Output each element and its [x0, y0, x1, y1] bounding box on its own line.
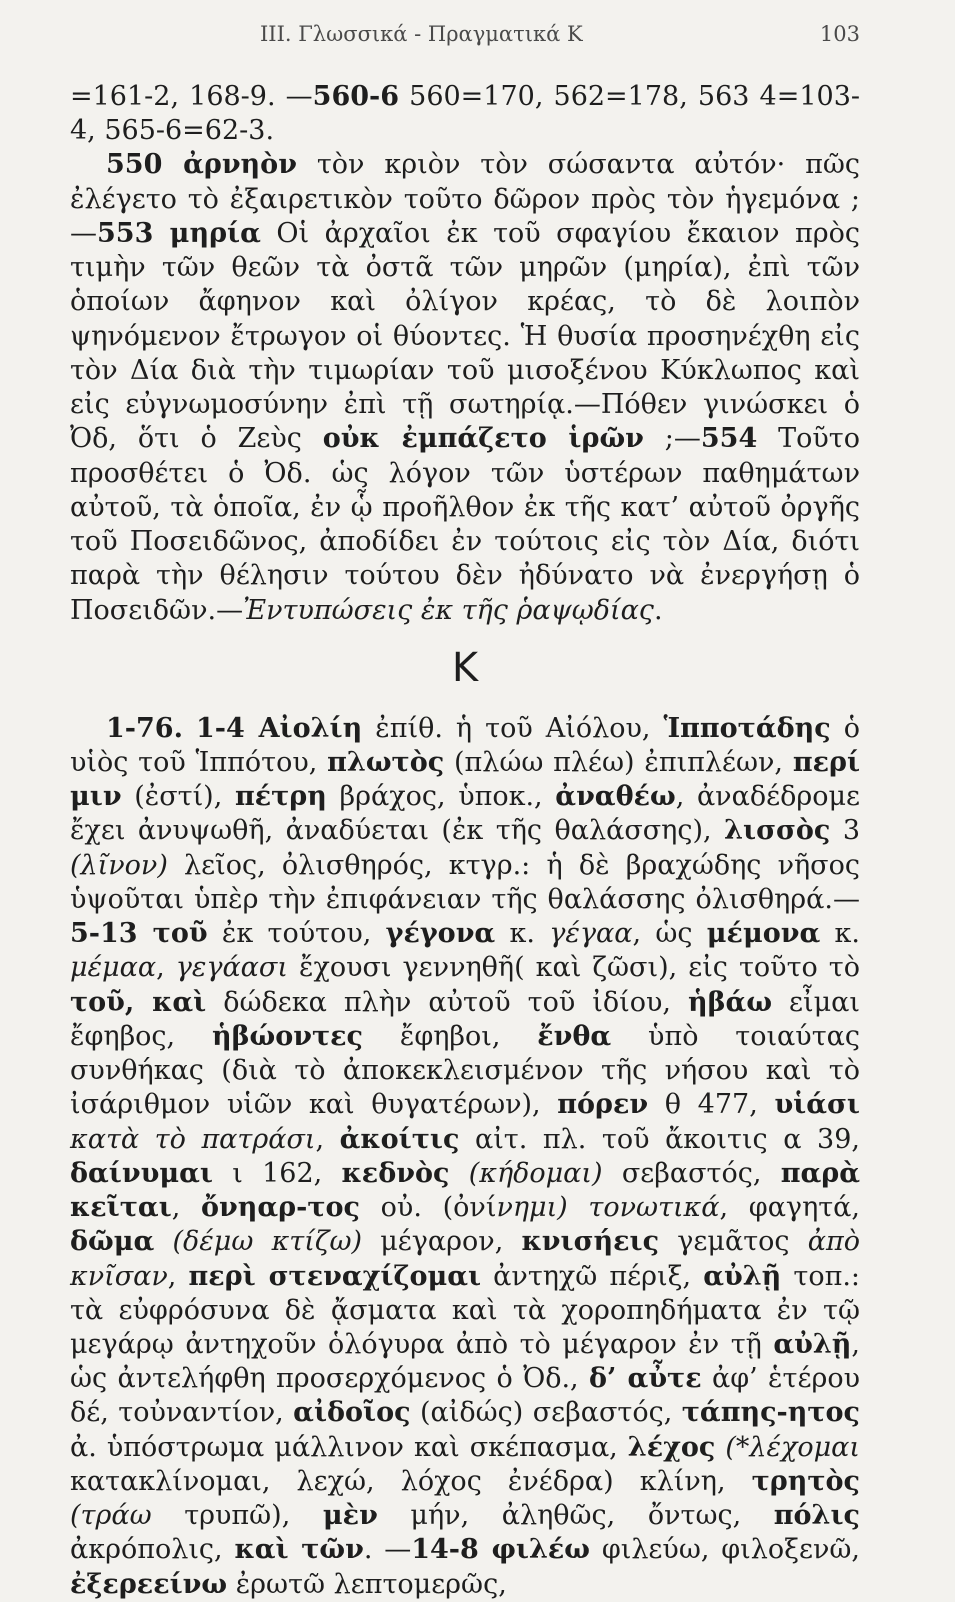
line-references: =161-2, 168-9. —560-6 560=170, 562=178, 563 4=103-4, 565-6=62-3.	[70, 81, 860, 147]
paragraph-1-76: 1-76. 1-4 Αἰολίη ἐπίθ. ἡ τοῦ Αἰόλου, Ἱπποτάδης ὁ υἱὸς τοῦ Ἱππότου, πλωτὸς (πλώω πλέω) ἐπιπλέων, περί μιν (ἐστί), πέτρη βράχος, ὑποκ., ἀναθέω, ἀναδέδρομε ἔχει ἀνυψωθῆ, ἀναδύεται (ἐκ τῆς θαλάσσης), λισσὸς 3 (λῖνον) λεῖος, ὀλισθηρός, κτγρ.: ἡ δὲ βραχώδης νῆσος ὑψοῦται ὑπὲρ τὴν ἐπιφάνειαν τῆς θαλάσσης ὀλισθηρά.—5-13 τοῦ ἐκ τούτου, γέγονα κ. γέγαα, ὡς μέμονα κ. μέμαα, γεγάασι ἔχουσι γεννηθῆ( καὶ ζῶσι), εἰς τοῦτο τὸ τοῦ, καὶ δώδεκα πλὴν αὐτοῦ τοῦ ἰδίου, ἡβάω εἶμαι ἔφηβος, ἡβώοντες ἔφηβοι, ἔνθα ὑπὸ τοιαύτας συνθήκας (διὰ τὸ ἀποκεκλεισμένον τῆς νήσου καὶ τὸ ἰσάριθμον υἱῶν καὶ θυγατέρων), πόρεν θ 477, υἱάσι κατὰ τὸ πατράσι, ἀκοίτις αἰτ. πλ. τοῦ ἄκοιτις α 39, δαίνυμαι ι 162, κεδνὸς (κήδομαι) σεβαστός, παρὰ κεῖται, ὄνηαρ-τος οὐ. (ὀνίνημι) τονωτικά, φαγητά, δῶμα (δέμω κτίζω) μέγαρον, κνισήεις γεμᾶτος ἀπὸ κνῖσαν, περὶ στεναχίζομαι ἀντηχῶ πέριξ, αὐλῇ τοπ.: τὰ εὐφρόσυνα δὲ ᾄσματα καὶ τὰ χοροπηδήματα ἐν τῷ μεγάρῳ ἀντηχοῦν ὁλόγυρα ἀπὸ τὸ μέγαρον ἐν τῇ αὐλῇ, ὡς ἀντελήφθη προσερχόμενος ὁ Ὀδ., δ’ αὖτε ἀφ’ ἑτέρου δέ, τοὐναντίον, αἰδοῖος (αἰδώς) σεβαστός, τάπης-ητος ἀ. ὑπόστρωμα μάλλινον καὶ σκέπασμα, λέχος (*λέχομαι κατακλίνομαι, λεχώ, λόχος ἐνέδρα) κλίνη, τρητὸς (τράω τρυπῶ), μὲν μήν, ἀληθῶς, ὄντως, πόλις ἀκρόπολις, καὶ τῶν. —14-8 φιλέω φιλεύω, φιλοξενῶ, ἐξερεείνω ἐρωτῶ λεπτομερῶς,	[70, 712, 861, 1600]
running-title: ΙΙΙ. Γλωσσικά - Πραγματικά Κ	[260, 22, 583, 46]
section-letter-heading: Κ	[451, 644, 479, 691]
paragraph-550-554: 550 ἀρνηὸν τὸν κριὸν τὸν σώσαντα αὐτόν· πῶς ἐλέγετο τὸ ἐξαιρετικὸν τοῦτο δῶρον πρὸς τὸν ἡγεμόνα ;—553 μηρία Οἱ ἀρχαῖοι ἐκ τοῦ σφαγίου ἔκαιον πρὸς τιμὴν τῶν θεῶν τὰ ὀστᾶ τῶν μηρῶν (μηρία), ἐπὶ τῶν ὁποίων ἄφηνον καὶ ὀλίγον κρέας, τὸ δὲ λοιπὸν ψηνόμενον ἔτρωγον οἱ θύοντες. Ἡ θυσία προσηνέχθη εἰς τὸν Δία διὰ τὴν τιμωρίαν τοῦ μισοξένου Κύκλωπος καὶ εἰς εὐγνωμοσύνην ἐπὶ τῇ σωτηρίᾳ.—Πόθεν γινώσκει ὁ Ὀδ, ὅτι ὁ Ζεὺς οὐκ ἐμπάζετο ἱρῶν ;—554 Τοῦτο προσθέτει ὁ Ὀδ. ὡς λόγον τῶν ὑστέρων παθημάτων αὐτοῦ, τὰ ὁποῖα, ἐν ᾧ προῆλθον ἐκ τῆς κατ’ αὐτοῦ ὀργῆς τοῦ Ποσειδῶνος, ἀποδίδει ἐν τούτοις εἰς τὸν Δία, διότι παρὰ τὴν θέλησιν τούτου δὲν ἠδύνατο νὰ ἐνεργήσῃ ὁ Ποσειδῶν.—Ἐντυπώσεις ἐκ τῆς ῥαψῳδίας.	[70, 149, 861, 626]
page-number: 103	[819, 22, 860, 46]
commentary-body	[70, 80, 860, 1602]
